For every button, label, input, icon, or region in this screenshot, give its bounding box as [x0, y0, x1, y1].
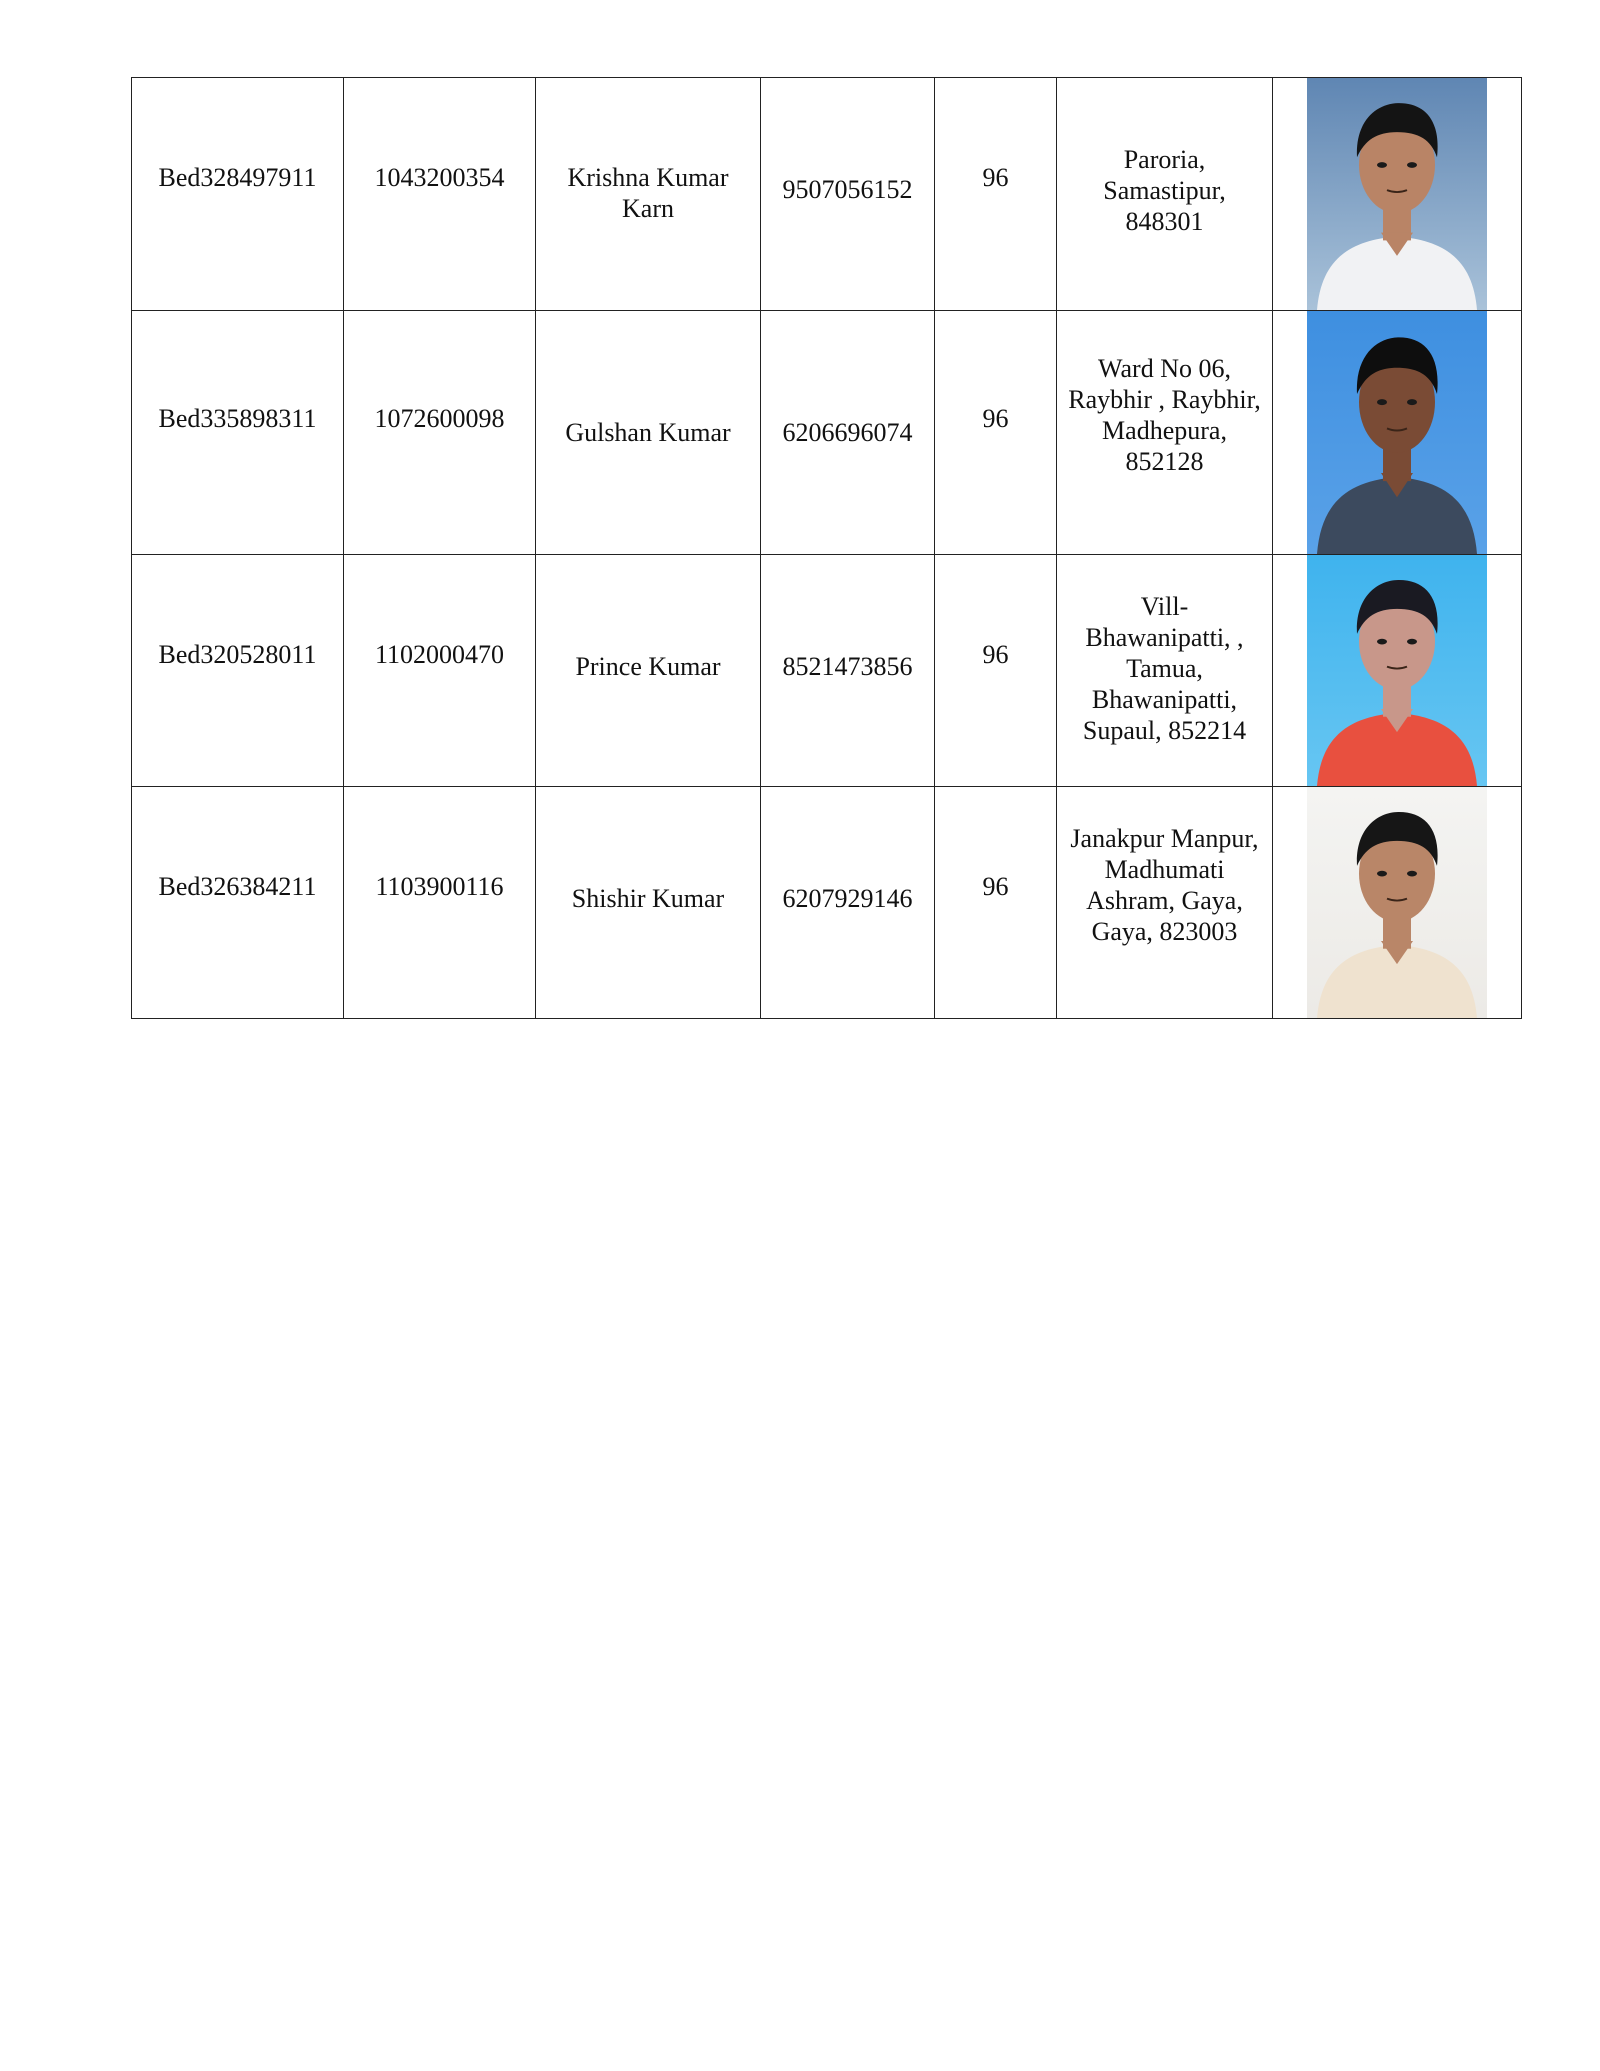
phone-cell: [761, 311, 935, 555]
name-cell: [536, 311, 761, 555]
id-cell: [132, 311, 344, 555]
address: Paroria, Samastipur, 848301: [1103, 145, 1226, 236]
candidate-name: Gulshan Kumar: [565, 418, 731, 447]
candidate-photo: [1307, 311, 1487, 554]
photo-cell: [1273, 78, 1522, 311]
portrait-graphic: [1307, 311, 1487, 554]
photo-cell: [1273, 311, 1522, 555]
roll-cell: [344, 78, 536, 311]
name-cell: [536, 78, 761, 311]
id-cell: [132, 787, 344, 1019]
score: 96: [982, 872, 1009, 901]
roll-cell: [344, 311, 536, 555]
candidate-photo: [1307, 555, 1487, 786]
roll-cell: [344, 787, 536, 1019]
application-id: Bed335898311: [158, 404, 317, 433]
phone-number: 8521473856: [782, 652, 913, 681]
score-cell: [935, 787, 1057, 1019]
table-row: [132, 78, 1522, 311]
candidate-name: Krishna Kumar Karn: [567, 163, 729, 223]
address-cell: [1057, 311, 1273, 555]
application-id: Bed320528011: [158, 640, 317, 669]
application-id: Bed326384211: [158, 872, 317, 901]
candidate-table: [131, 77, 1522, 1019]
candidate-photo: [1307, 78, 1487, 310]
phone-cell: [761, 555, 935, 787]
roll-number: 1072600098: [374, 404, 505, 433]
phone-cell: [761, 787, 935, 1019]
address: Ward No 06, Raybhir , Raybhir, Madhepura, 852128: [1068, 354, 1261, 476]
phone-number: 6207929146: [782, 884, 913, 913]
photo-cell: [1273, 787, 1522, 1019]
roll-number: 1043200354: [374, 163, 505, 192]
score: 96: [982, 163, 1009, 192]
roll-number: 1103900116: [375, 872, 504, 901]
candidate-photo: [1307, 787, 1487, 1018]
photo-cell: [1273, 555, 1522, 787]
table-row: [132, 311, 1522, 555]
score: 96: [982, 640, 1009, 669]
roll-cell: [344, 555, 536, 787]
address-cell: [1057, 555, 1273, 787]
name-cell: [536, 555, 761, 787]
address: Vill- Bhawanipatti, , Tamua, Bhawanipatti, Supaul, 852214: [1082, 592, 1247, 745]
phone-cell: [761, 78, 935, 311]
id-cell: [132, 78, 344, 311]
phone-number: 6206696074: [782, 418, 913, 447]
id-cell: [132, 555, 344, 787]
candidate-name: Prince Kumar: [575, 652, 721, 681]
table-row: [132, 555, 1522, 787]
portrait-graphic: [1307, 555, 1487, 786]
portrait-graphic: [1307, 78, 1487, 310]
phone-number: 9507056152: [782, 175, 913, 204]
portrait-graphic: [1307, 787, 1487, 1018]
address-cell: [1057, 787, 1273, 1019]
score-cell: [935, 78, 1057, 311]
table-row: [132, 787, 1522, 1019]
name-cell: [536, 787, 761, 1019]
address: Janakpur Manpur, Madhumati Ashram, Gaya, Gaya, 823003: [1070, 824, 1259, 946]
score-cell: [935, 555, 1057, 787]
roll-number: 1102000470: [374, 640, 505, 669]
score: 96: [982, 404, 1009, 433]
candidate-name: Shishir Kumar: [571, 884, 725, 913]
address-cell: [1057, 78, 1273, 311]
application-id: Bed328497911: [158, 163, 317, 192]
score-cell: [935, 311, 1057, 555]
